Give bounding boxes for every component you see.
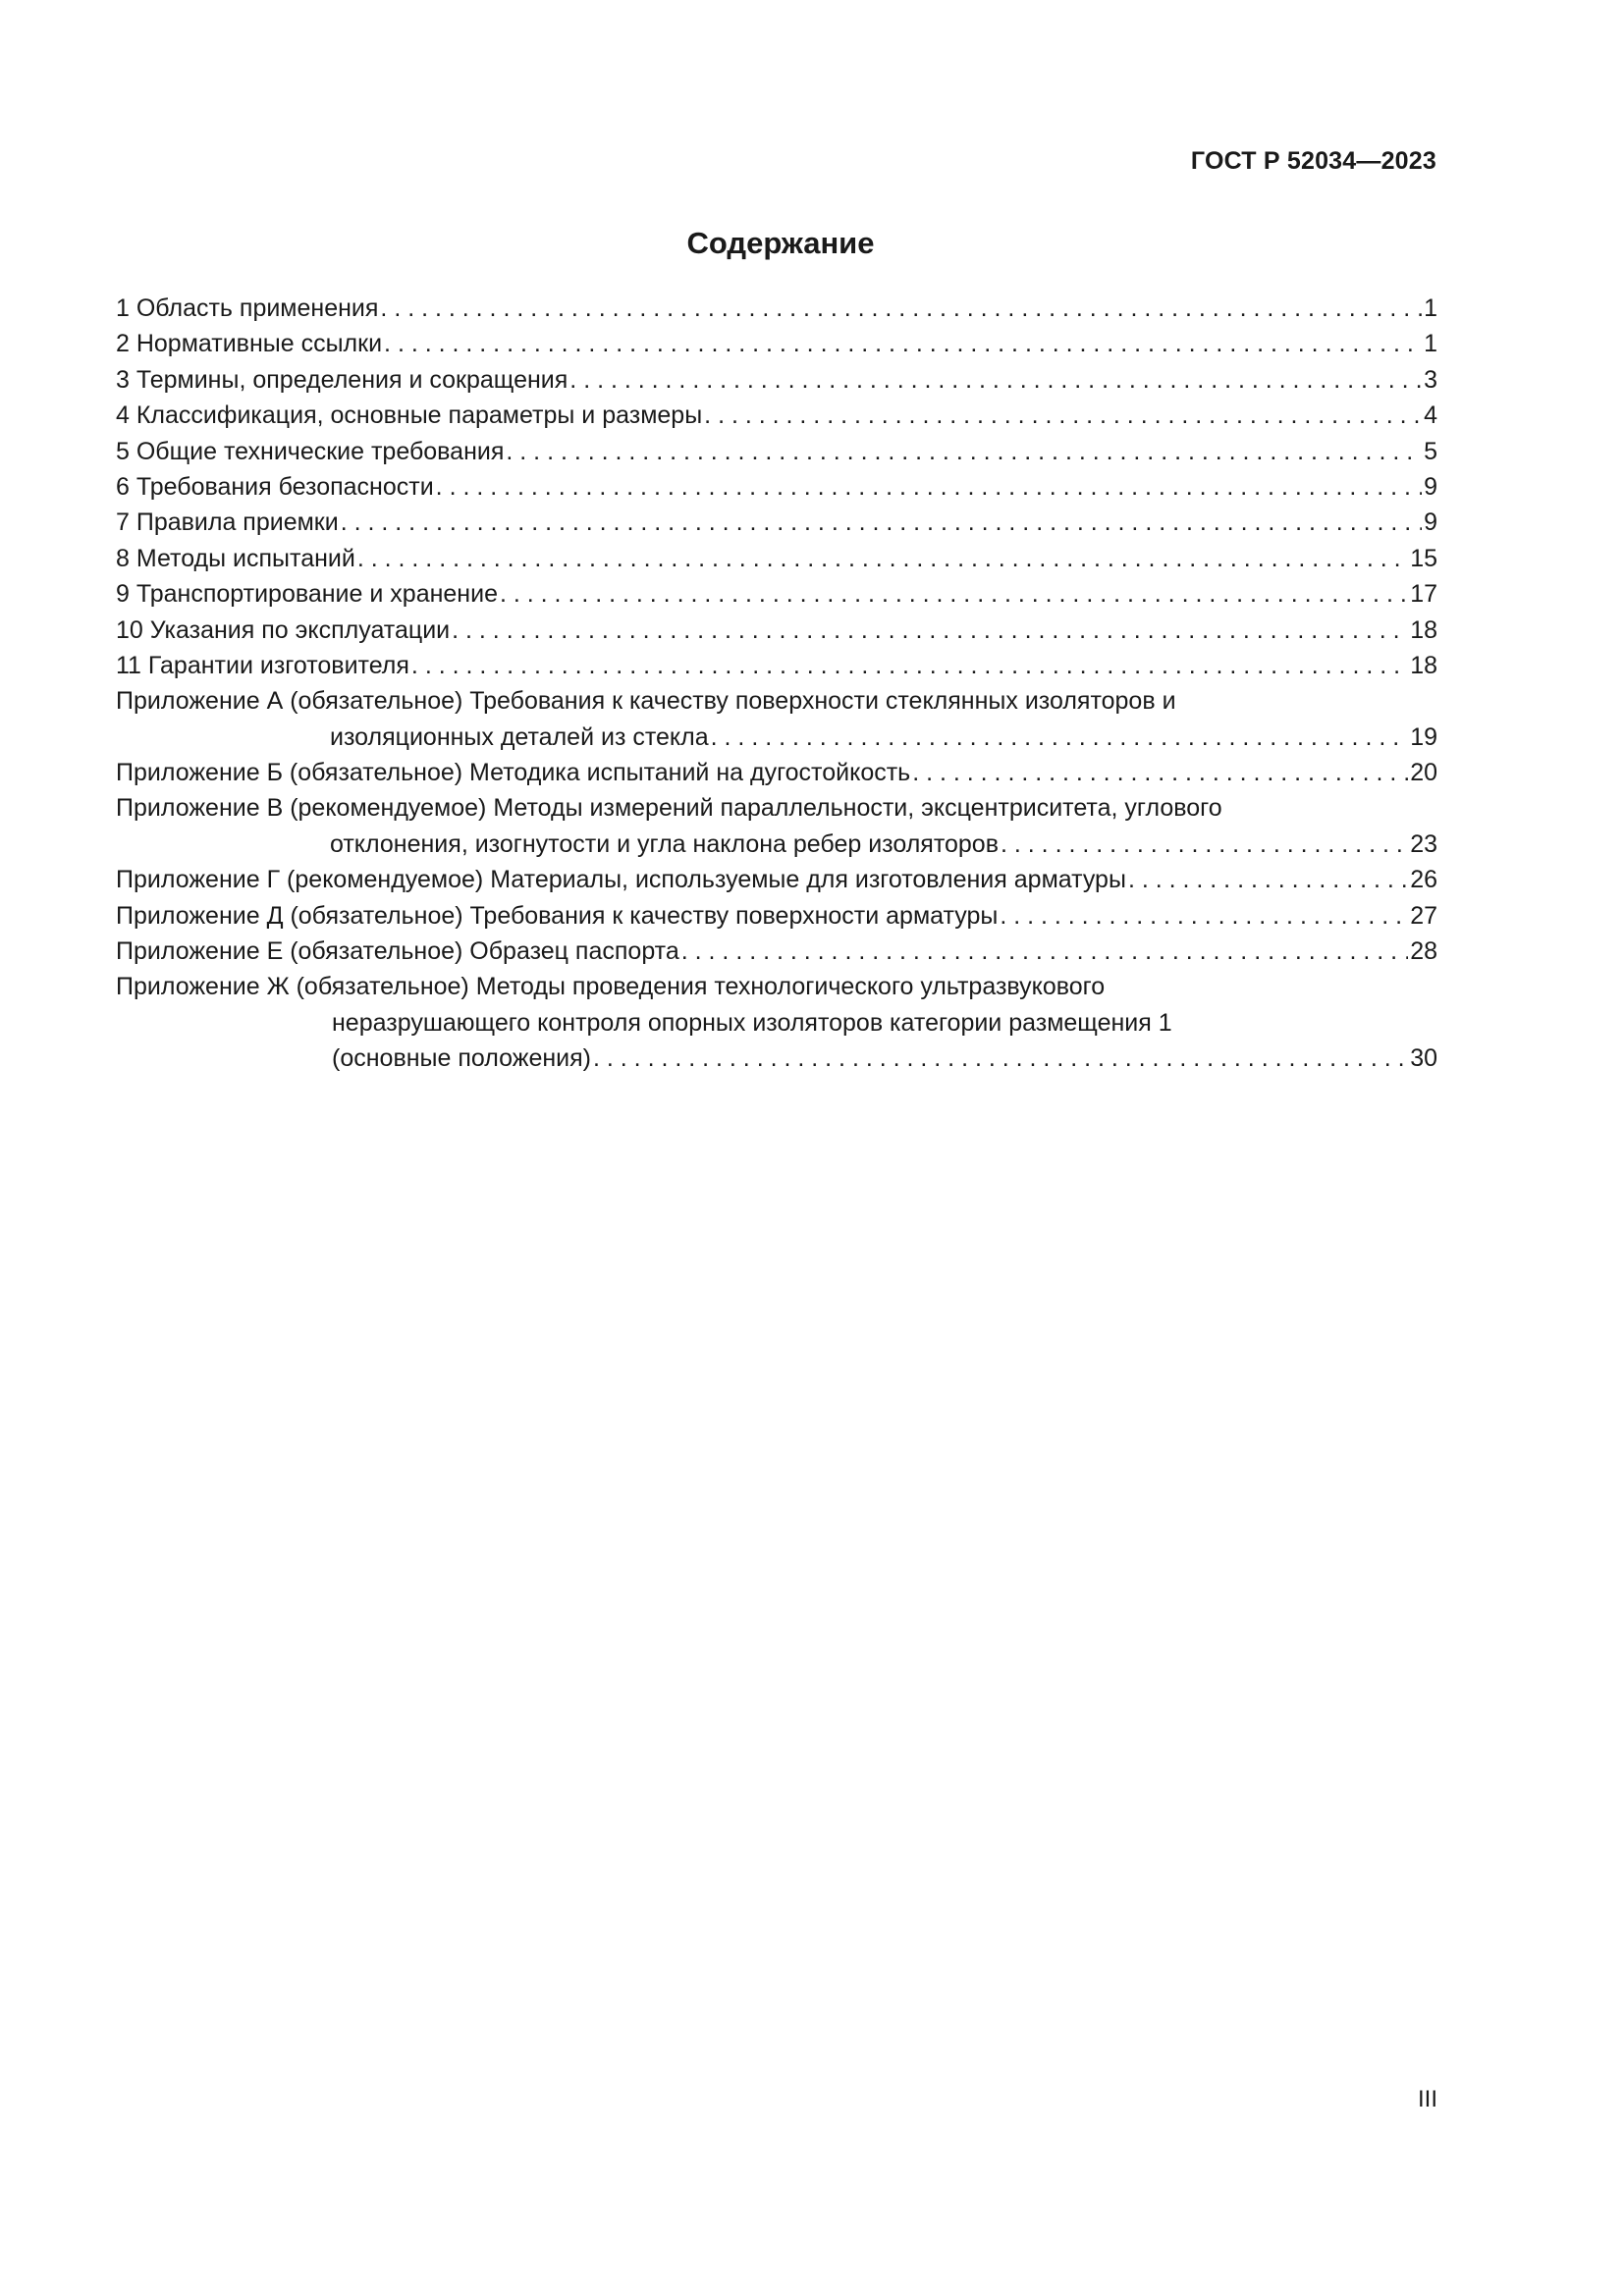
toc-entry-page: 3 (1424, 365, 1437, 394)
toc-entry[interactable] (116, 326, 1437, 361)
toc-entry[interactable] (116, 398, 1437, 433)
toc-appendix-a-line2[interactable] (116, 720, 1437, 755)
toc-entry-text: 9 Транспортирование и хранение (116, 580, 498, 609)
dot-leader (384, 326, 1422, 361)
dot-leader (506, 434, 1422, 469)
toc-entry-page: 15 (1410, 544, 1437, 572)
table-of-contents (116, 291, 1437, 1077)
toc-entry-page: 4 (1424, 401, 1437, 430)
toc-entry-page: 27 (1410, 901, 1437, 930)
toc-entry-text: Приложение Е (обязательное) Образец паспорта (116, 937, 679, 966)
toc-appendix-zh-line2[interactable] (116, 1005, 1437, 1041)
dot-leader (711, 720, 1409, 755)
toc-entry-page: 18 (1410, 651, 1437, 679)
toc-entry-text: Приложение Ж (обязательное) Методы проведения технологического ультразвукового (116, 973, 1106, 1001)
toc-entry-page: 1 (1424, 294, 1437, 322)
dot-leader (436, 469, 1422, 505)
toc-entry[interactable] (116, 469, 1437, 505)
toc-entry-page: 9 (1424, 508, 1437, 537)
toc-entry[interactable] (116, 541, 1437, 576)
dot-leader (341, 505, 1422, 540)
dot-leader (500, 576, 1408, 612)
toc-appendix-e[interactable] (116, 934, 1437, 969)
toc-entry-page: 23 (1410, 829, 1437, 858)
dot-leader (1128, 862, 1408, 897)
dot-leader (357, 541, 1408, 576)
dot-leader (411, 648, 1408, 683)
toc-entry-page: 5 (1424, 437, 1437, 465)
dot-leader (681, 934, 1408, 969)
toc-entry[interactable] (116, 648, 1437, 683)
toc-entry[interactable] (116, 434, 1437, 469)
toc-appendix-b[interactable] (116, 755, 1437, 790)
dot-leader (912, 755, 1408, 790)
toc-appendix-v-line2[interactable] (116, 827, 1437, 862)
toc-entry-text: Приложение Д (обязательное) Требования к качеству поверхности арматуры (116, 901, 999, 930)
toc-entry-text: 2 Нормативные ссылки (116, 330, 383, 358)
toc-entry[interactable] (116, 576, 1437, 612)
toc-entry-text: изоляционных деталей из стекла (330, 722, 709, 751)
toc-entry-text: 5 Общие технические требования (116, 437, 505, 465)
toc-entry-page: 26 (1410, 866, 1437, 894)
toc-entry-text: 10 Указания по эксплуатации (116, 615, 451, 644)
toc-appendix-zh-line3[interactable] (116, 1041, 1437, 1076)
toc-entry-page: 17 (1410, 580, 1437, 609)
toc-entry-text: 7 Правила приемки (116, 508, 339, 537)
toc-entry-page: 28 (1410, 937, 1437, 966)
dot-leader (380, 291, 1422, 326)
toc-entry[interactable] (116, 362, 1437, 398)
toc-entry-text: неразрушающего контроля опорных изоляторов категории размещения 1 (332, 1008, 1172, 1037)
toc-entry-text: Приложение Б (обязательное) Методика испытаний на дугостойкость (116, 759, 911, 787)
toc-appendix-v-line1[interactable] (116, 790, 1437, 826)
toc-entry-page: 9 (1424, 472, 1437, 501)
toc-entry-text: 4 Классификация, основные параметры и размеры (116, 401, 703, 430)
toc-entry-text: 11 Гарантии изготовителя (116, 651, 409, 679)
toc-entry-text: 6 Требования безопасности (116, 472, 434, 501)
dot-leader (452, 613, 1408, 648)
toc-entry-text: Приложение А (обязательное) Требования к качеству поверхности стеклянных изоляторов и (116, 687, 1176, 716)
toc-appendix-a-line1[interactable] (116, 683, 1437, 719)
toc-entry-page: 18 (1410, 615, 1437, 644)
toc-entry-page: 19 (1410, 722, 1437, 751)
toc-entry[interactable] (116, 613, 1437, 648)
toc-entry-text: Приложение В (рекомендуемое) Методы измерений параллельности, эксцентриситета, углового (116, 794, 1222, 823)
toc-entry-text: Приложение Г (рекомендуемое) Материалы, используемые для изготовления арматуры (116, 866, 1126, 894)
toc-appendix-g[interactable] (116, 862, 1437, 897)
toc-entry-page: 30 (1410, 1044, 1437, 1073)
toc-entry-page: 1 (1424, 330, 1437, 358)
toc-entry[interactable] (116, 291, 1437, 326)
toc-entry-text: 8 Методы испытаний (116, 544, 355, 572)
dot-leader (593, 1041, 1408, 1076)
toc-entry-text: 3 Термины, определения и сокращения (116, 365, 568, 394)
toc-entry-text: (основные положения) (332, 1044, 591, 1073)
dot-leader (569, 362, 1422, 398)
document-code: ГОСТ Р 52034—2023 (1190, 147, 1436, 175)
toc-appendix-zh-line1[interactable] (116, 969, 1437, 1004)
page-number: III (1417, 2086, 1437, 2112)
dot-leader (704, 398, 1422, 433)
toc-entry-text: 1 Область применения (116, 294, 379, 322)
toc-entry-page: 20 (1410, 759, 1437, 787)
dot-leader (1000, 898, 1408, 934)
dot-leader (1001, 827, 1408, 862)
toc-entry[interactable] (116, 505, 1437, 540)
toc-entry-text: отклонения, изогнутости и угла наклона ребер изоляторов (330, 829, 999, 858)
toc-appendix-d[interactable] (116, 898, 1437, 934)
toc-title: Содержание (686, 226, 875, 260)
